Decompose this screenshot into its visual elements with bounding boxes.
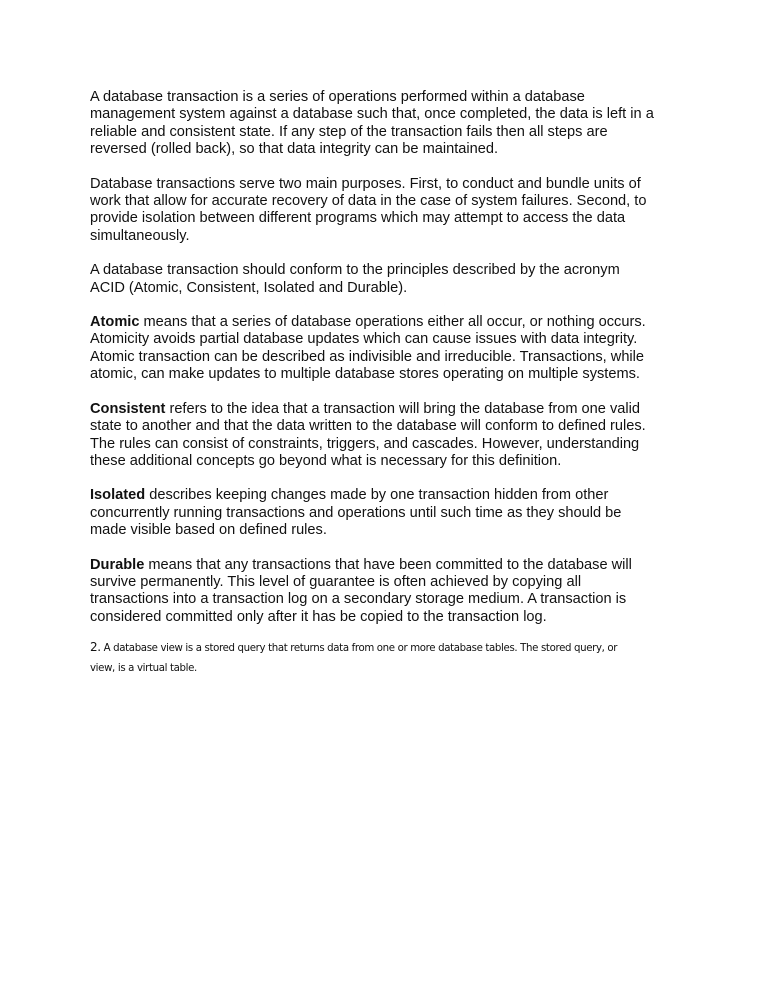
document-page bbox=[90, 89, 680, 696]
term-isolated: Isolated bbox=[90, 487, 146, 504]
durable-description: means that any transactions that have been committed to the database will survive permanently. This level of guarantee is often achieved by copying all transactions into a transaction log on a secondary storage medium. A transaction is considered committed only after it has be copied to the transaction log. bbox=[90, 556, 632, 625]
database-view-description: A database view is a stored query that returns data from one or more database tables. The stored query, or view, is a virtual table. bbox=[90, 643, 618, 675]
isolated-description: describes keeping changes made by one transaction hidden from other concurrently running transactions and operations until such time as they should be made visible based on defined rules. bbox=[90, 487, 622, 539]
paragraph-consistent bbox=[90, 401, 680, 471]
term-atomic: Atomic bbox=[90, 314, 140, 331]
paragraph-isolated bbox=[90, 487, 680, 539]
term-consistent: Consistent bbox=[90, 400, 166, 417]
paragraph-transaction-definition: A database transaction is a series of operations performed within a database management system against a database such that, once completed, the data is left in a reliable and consistent state. If any step of the transaction fails then all steps are reversed (rolled back), so that data integrity can be maintained. bbox=[90, 89, 654, 158]
paragraph-atomic bbox=[90, 314, 680, 384]
paragraph-durable bbox=[90, 557, 680, 627]
paragraph-transaction-purposes: Database transactions serve two main purposes. First, to conduct and bundle units of work that allow for accurate recovery of data in the case of system failures. Second, to provide isolation between different programs which may attempt to access the data simultaneously. bbox=[90, 175, 647, 244]
atomic-description: means that a series of database operations either all occur, or nothing occurs. Atomicity avoids partial database updates which can cause issues with data integrity. Atomic transaction can be described as indivisible and irreducible. Transactions, while atomic, can make updates to multiple database stores operating on multiple systems. bbox=[90, 314, 646, 383]
paragraph-acid-intro: A database transaction should conform to the principles described by the acronym ACID (Atomic, Consistent, Isolated and Durable). bbox=[90, 262, 620, 296]
paragraph-database-view bbox=[90, 637, 680, 679]
item-number: 2. bbox=[90, 640, 101, 655]
term-durable: Durable bbox=[90, 556, 145, 573]
consistent-description: refers to the idea that a transaction will bring the database from one valid state to another and that the data written to the database will conform to defined rules. The rules can consist of constraints, triggers, and cascades. However, understanding these additional concepts go beyond what is necessary for this definition. bbox=[90, 400, 646, 469]
